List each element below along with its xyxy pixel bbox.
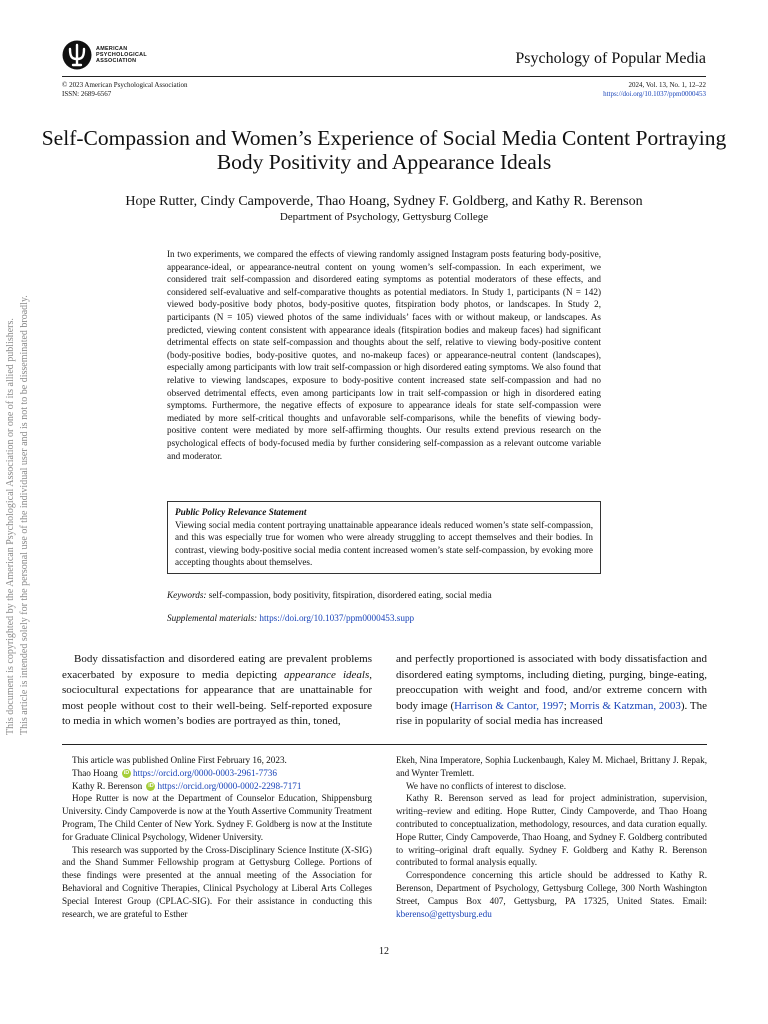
keywords-label: Keywords: xyxy=(167,590,207,600)
footnote-continuation: Ekeh, Nina Imperatore, Sophia Luckenbaugh, Kaley M. Michael, Brittany J. Repak, and Wynter Tremlett. xyxy=(396,755,707,778)
watermark-line: This article is intended solely for the personal use of the individual user and is not to be disseminated broadly. xyxy=(19,295,30,735)
body-paragraph xyxy=(396,652,707,730)
policy-statement-box xyxy=(167,501,601,574)
policy-heading: Public Policy Relevance Statement xyxy=(175,507,307,517)
email-link[interactable]: kberenso@gettysburg.edu xyxy=(396,908,492,919)
keywords-text: self-compassion, body positivity, fitspiration, disordered eating, social media xyxy=(208,590,492,600)
orcid-icon: iD xyxy=(123,770,130,777)
copyright-block xyxy=(62,81,187,98)
citation: 2024, Vol. 13, No. 1, 12–22 xyxy=(628,81,706,89)
supplemental-materials xyxy=(167,613,601,623)
body-emphasis: appearance ideals xyxy=(283,668,370,681)
orcid-link[interactable]: https://orcid.org/0000-0002-2298-7171 xyxy=(157,780,302,791)
page-number: 12 xyxy=(379,946,389,957)
body-paragraph xyxy=(62,652,372,730)
logo-line: AMERICAN xyxy=(96,46,128,52)
header-rule xyxy=(62,76,706,77)
orcid-entry xyxy=(62,780,372,793)
footnote-published: This article was published Online First February 16, 2023. xyxy=(72,755,287,765)
supplemental-link[interactable]: https://doi.org/10.1037/ppm0000453.supp xyxy=(259,613,415,623)
footnote-conflicts: We have no conflicts of interest to disclose. xyxy=(406,780,566,791)
footnotes-left xyxy=(62,754,372,920)
correspondence-text: Correspondence concerning this article should be addressed to Kathy R. Berenson, Department of Psychology, Gettysburg College, 300 North Washington Street, Campus Box 407, Gettysburg, PA 17325, United States. Email: xyxy=(396,870,707,906)
apa-logo xyxy=(62,38,212,72)
keywords xyxy=(167,590,601,600)
body-text: ; xyxy=(563,699,570,712)
article-title: Self-Compassion and Women’s Experience of Social Media Content Portraying Body Positivity and Appearance Ideals xyxy=(41,126,727,174)
abstract: In two experiments, we compared the effects of viewing randomly assigned Instagram posts featuring body-positive, appearance-ideal, or appearance-neutral content on young women’s self-compassion. In each experiment, we considered trait self-compassion and disordered eating symptoms as potential moderators of these effects, and considered self-evaluative and self-comparative thoughts as potential mediators. In Study 1, participants (N = 142) viewed body-positive body photos, body-positive quotes, fitspiration body photos, or landscapes. In Study 2, participants (N = 105) viewed photos of the same individuals’ faces with or without makeup, or landscapes. As predicted, viewing content consistent with appearance ideals (fitspiration bodies and makeup faces) had significant detrimental effects on state self-compassion and thoughts about the self, relative to viewing body-positive content (body-positive bodies, body-positive quotes, and no-makeup faces) or appearance-neutral content (landscapes), especially among participants with low trait self-compassion or high disordered eating symptoms. We also found that relative to viewing landscapes, exposure to body-positive content increased state self-compassion and had no observed detrimental effects, even among participants low in trait self-compassion or high in disordered eating symptoms. Furthermore, the negative effects of exposure to appearance ideals for state self-compassion were mediated by more self-critical thoughts and unfavorable self-comparisons, while the benefits of viewing body-positive content were mediated by more self-affirming thoughts. Our results extend previous research on the psychological effects of body-focused media by further considering self-compassion as a relevant outcome variable and moderator. xyxy=(167,249,601,461)
psi-logo-icon xyxy=(62,40,92,70)
orcid-entry xyxy=(62,767,372,780)
footnote-rule xyxy=(62,744,707,745)
orcid-name: Thao Hoang xyxy=(72,767,118,778)
copyright: © 2023 American Psychological Association xyxy=(62,81,188,89)
footnote-roles: Kathy R. Berenson served as lead for project administration, supervision, writing–review and editing. Hope Rutter, Cindy Campoverde, and Thao Hoang contributed to conceptualization, methodology, resources, and data curation equally. Hope Rutter, Cindy Campoverde, Thao Hoang, and Sydney F. Goldberg contributed to writing–original draft equally. Sydney F. Goldberg and Kathy R. Berenson contributed to formal analysis equally. xyxy=(396,793,707,868)
reference-link[interactable]: Morris & Katzman, 2003 xyxy=(569,699,681,712)
body-column-left xyxy=(62,652,372,730)
orcid-name: Kathy R. Berenson xyxy=(72,780,143,791)
issn: ISSN: 2689-6567 xyxy=(62,89,112,98)
body-text: , sociocultural expectations for appearance that are unattainable for most people without cost to their well-being. Self-reported exposure to media in which women’s bodies are portrayed as thin, toned, xyxy=(62,668,373,727)
logo-line: ASSOCIATION xyxy=(96,58,137,64)
footnote-affiliations: Hope Rutter is now at the Department of Counselor Education, Shippensburg University. Cindy Campoverde is now at the Youth Assertive Community Treatment Program, The Child Center of New York. Sydney F. Goldberg is now at the Institute for Graduate Clinical Psychology, Widener University. xyxy=(62,793,372,842)
footnote-correspondence xyxy=(396,869,707,920)
policy-text: Viewing social media content portraying unattainable appearance ideals reduced women’s state self-compassion, and this was especially true for women who were already struggling to accept themselves and their bodies. In contrast, viewing body-positive social media content increased women’s state self-compassion, by evoking more accepting thoughts about themselves. xyxy=(175,519,593,568)
footnotes-right xyxy=(396,754,707,920)
orcid-icon: iD xyxy=(148,782,154,789)
logo-text xyxy=(96,46,147,64)
body-text: and perfectly proportioned is associated with body dissatisfaction and disordered eating symptoms, including dieting, purging, binge-eating, preoccupation with weight and food, and/or extreme concern with body image ( xyxy=(396,653,707,712)
footnote-support: This research was supported by the Cross-Disciplinary Science Institute (X-SIG) and the Shand Summer Fellowship program at Gettysburg College. Portions of these findings were presented at the annual meeting of the Association for Behavioral and Cognitive Therapies, Clinical Psychology at Liberal Arts Colleges Special Interest Group (CPLAC-SIG). For their assistance in conducting this research, we are grateful to Esther xyxy=(62,844,372,919)
logo-line: PSYCHOLOGICAL xyxy=(96,52,147,58)
journal-name: Psychology of Popular Media xyxy=(515,50,706,67)
author-list: Hope Rutter, Cindy Campoverde, Thao Hoang, Sydney F. Goldberg, and Kathy R. Berenson xyxy=(125,194,643,209)
supplemental-label: Supplemental materials: xyxy=(167,613,258,623)
doi-link[interactable]: https://doi.org/10.1037/ppm0000453 xyxy=(603,89,706,98)
reference-link[interactable]: Harrison & Cantor, 1997 xyxy=(454,699,564,712)
orcid-link[interactable]: https://orcid.org/0000-0003-2961-7736 xyxy=(132,767,277,778)
body-text: Body dissatisfaction and disordered eating are prevalent problems exacerbated by exposure to media depicting xyxy=(62,653,372,681)
copyright-watermark xyxy=(4,235,34,735)
watermark-line: This document is copyrighted by the American Psychological Association or one of its allied publishers. xyxy=(5,318,16,735)
citation-block xyxy=(603,81,706,98)
body-column-right xyxy=(396,652,707,730)
body-text: ). The rise in popularity of social media has increased xyxy=(396,699,707,727)
affiliation: Department of Psychology, Gettysburg College xyxy=(279,211,489,223)
